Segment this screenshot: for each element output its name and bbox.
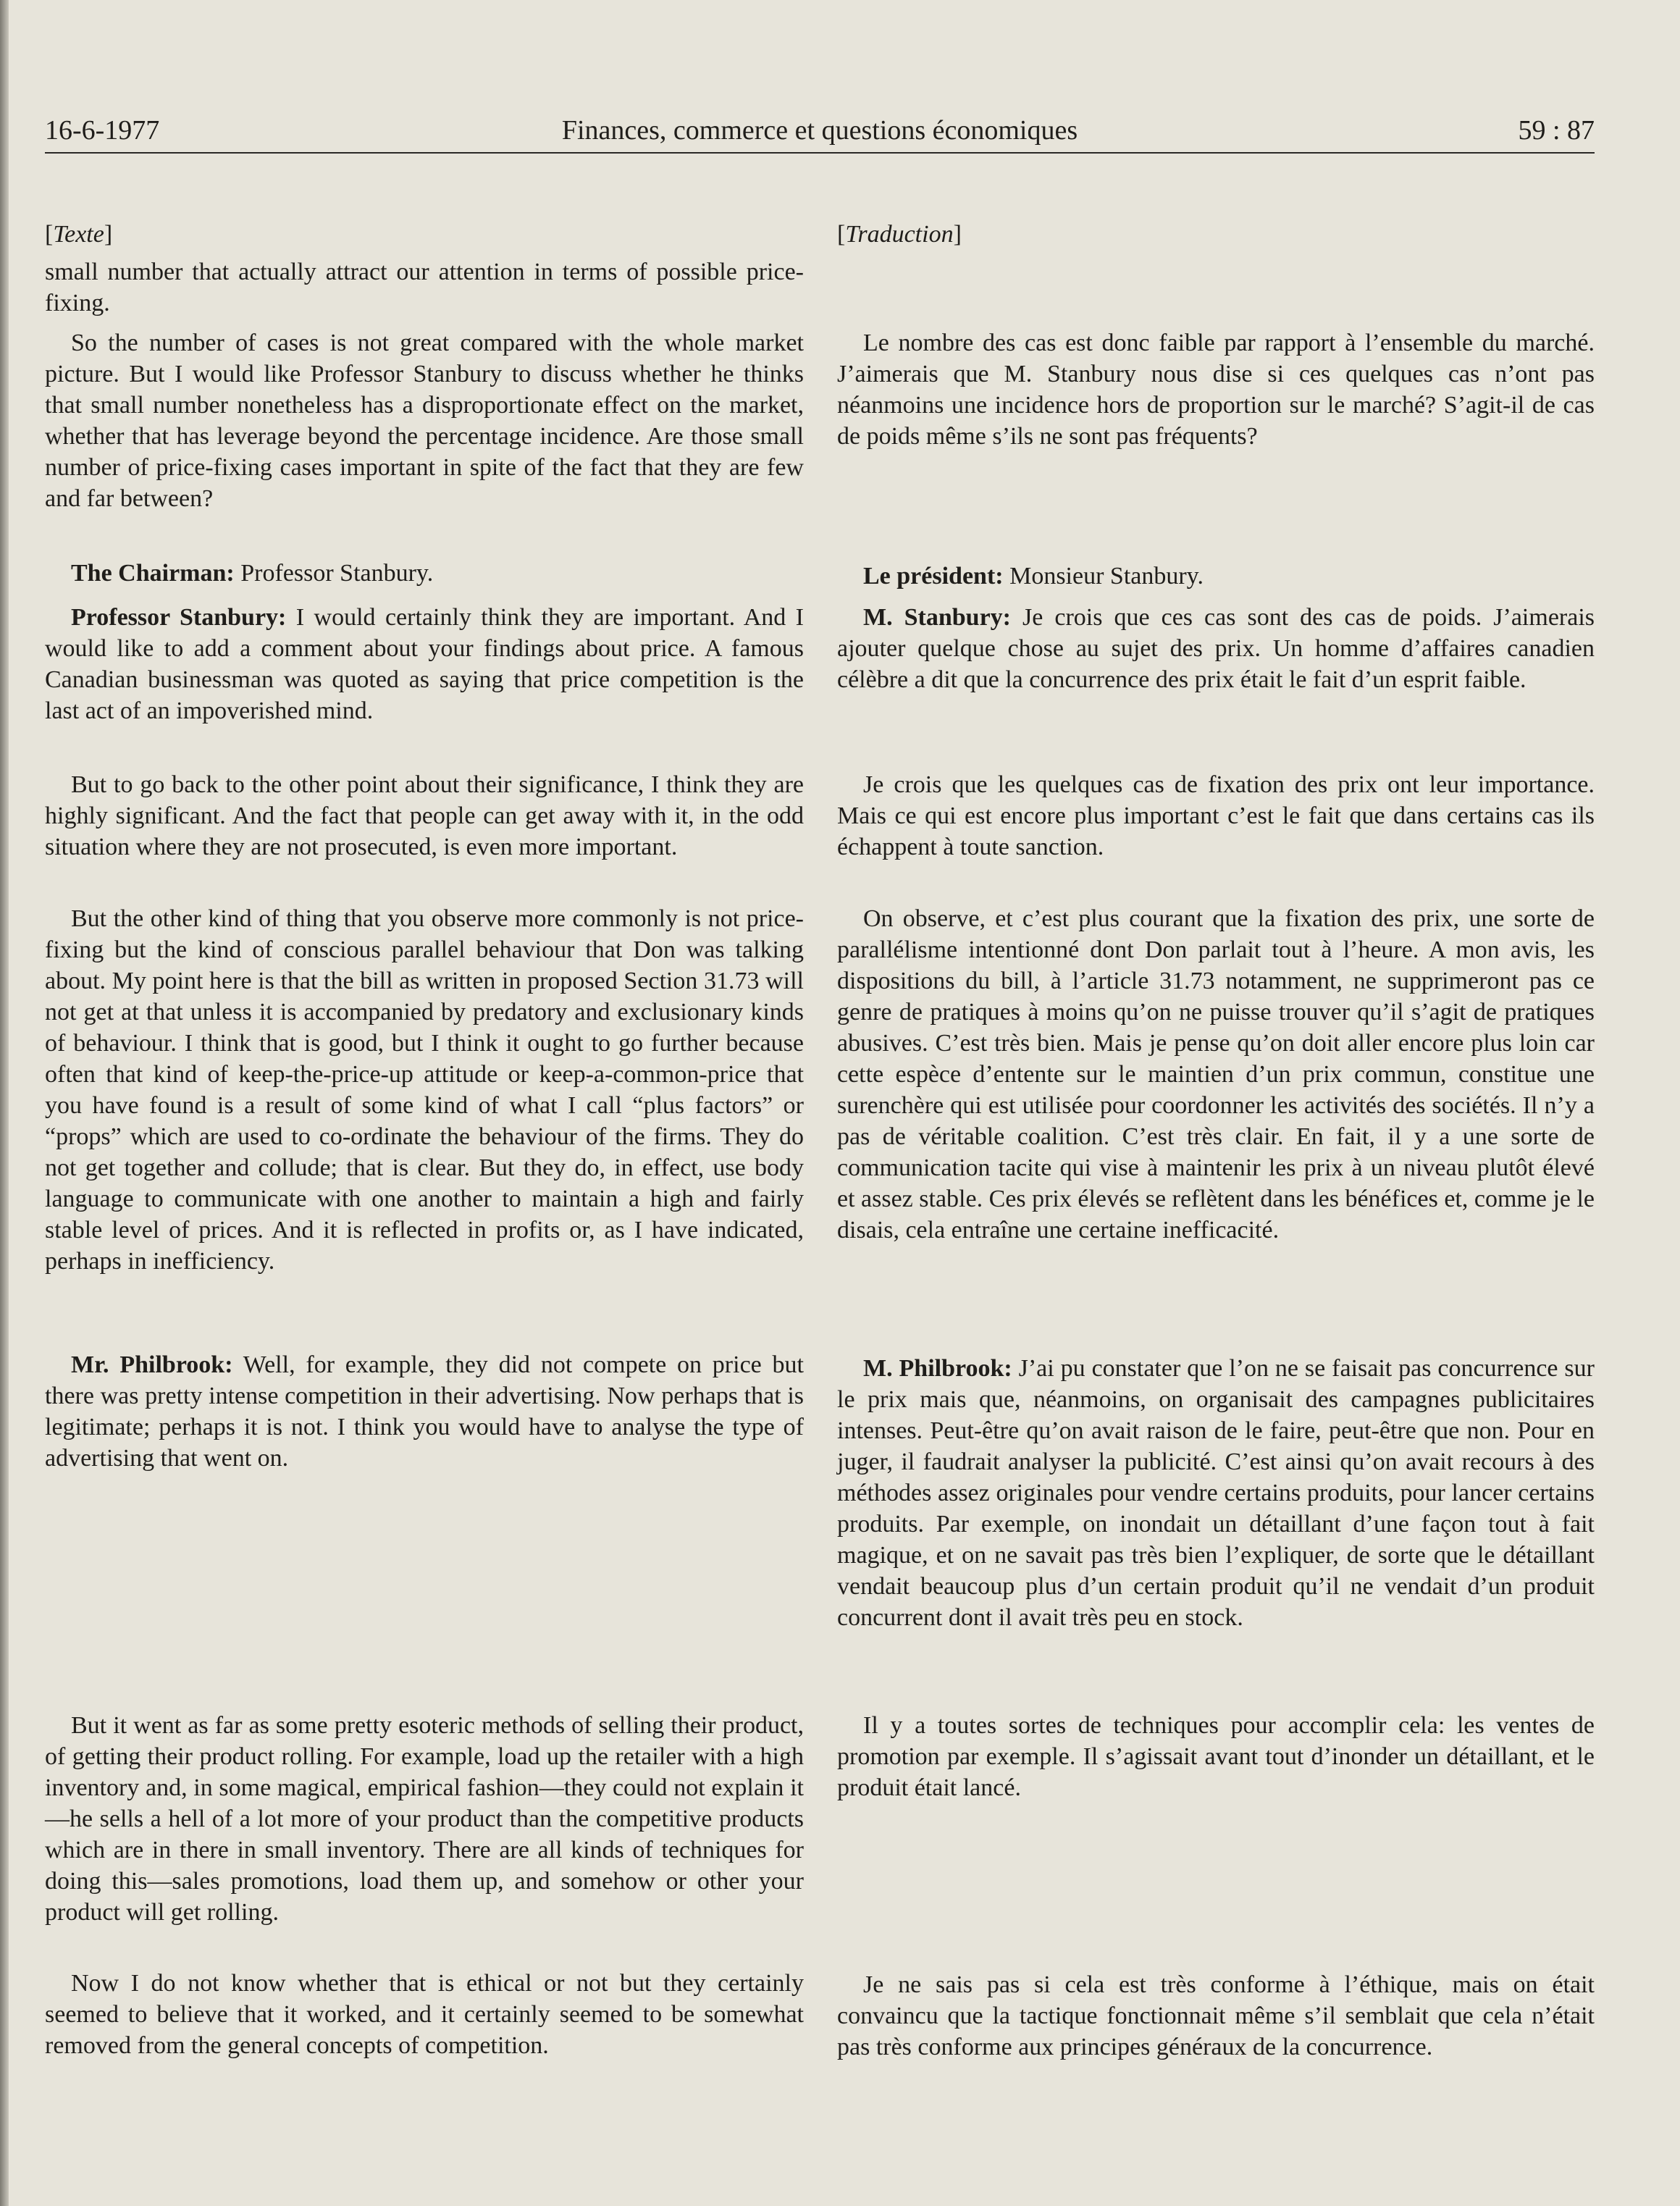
speaker-name: The Chairman: xyxy=(71,560,235,587)
header-title: Finances, commerce et questions économiques xyxy=(561,115,1078,146)
english-paragraph-1: small number that actually attract our attention in terms of possible price-fixing. xyxy=(45,259,804,316)
page-binding-edge xyxy=(0,0,9,2206)
speaker-name: Professor Stanbury: xyxy=(71,604,287,631)
english-paragraph-3: The Chairman: Professor Stanbury. xyxy=(71,560,434,587)
french-paragraph-8: Je ne sais pas si cela est très conforme à l’éthique, mais on était convaincu que la tactique fonctionnait même s’il semblait que cela n’était pas très conforme aux principes généraux de la concurrence. xyxy=(837,1971,1595,2060)
french-paragraph-6: M. Philbrook: J’ai pu constater que l’on ne se faisait pas concurrence sur le prix mais que, néanmoins, on organisait des campagnes publicitaires intenses. Peut-être qu’on avait raison de le faire, peut-être que non. Pour en juger, il faudrait analyser la publicité. C’est ainsi qu’on avait recours à des méthodes assez originales pour vendre certains produits, pour lancer certains produits. Par exemple, on inondait un détaillant d’une façon tout à fait magique, et on ne savait pas très bien l’expliquer, de sorte que le détaillant vendait beaucoup plus d’un certain produit qu’il ne vendait d’un produit concurrent dont il avait très peu en stock. xyxy=(837,1355,1595,1631)
header-date: 16-6-1977 xyxy=(45,115,160,146)
english-paragraph-6: But the other kind of thing that you observe more commonly is not price-fixing but the kind of conscious parallel behaviour that Don was talking about. My point here is that the bill as written in proposed Section 31.73 will not get at that unless it is accompanied by predatory and exclusionary kinds of behaviour. I think that is good, but I think it ought to go further because often that kind of keep-the-price-up attitude or keep-a-common-price that you have found is a result of some kind of what I call “plus factors” or “props” which are used to co-ordinate the behaviour of the firms. They do not get together and collude; that is clear. But they do, in effect, use body language to communicate with one another to maintain a high and fairly stable level of prices. And it is reflected in profits or, as I have indicated, perhaps in inefficiency. xyxy=(45,905,804,1275)
french-paragraph-2: Le président: Monsieur Stanbury. xyxy=(863,563,1204,590)
english-paragraph-7: Mr. Philbrook: Well, for example, they did not compete on price but there was pretty intense competition in their advertising. Now perhaps that is legitimate; perhaps it is not. I think you would have to analyse the type of advertising that went on. xyxy=(45,1351,804,1472)
english-paragraph-4: Professor Stanbury: I would certainly think they are important. And I would like to add a comment about your findings about price. A famous Canadian businessman was quoted as saying that price competition is the last act of an impoverished mind. xyxy=(45,604,804,724)
header-rule xyxy=(45,152,1595,154)
header-page-number: 59 : 87 xyxy=(1518,115,1595,146)
english-paragraph-5: But to go back to the other point about their significance, I think they are highly significant. And the fact that people can get away with it, in the odd situation where they are not prosecuted, is even more important. xyxy=(45,771,804,860)
english-column-label: [Texte] xyxy=(45,221,113,248)
running-header xyxy=(45,114,1595,154)
speaker-name: M. Stanbury: xyxy=(863,604,1011,631)
french-paragraph-5: On observe, et c’est plus courant que la fixation des prix, une sorte de parallélisme intentionné dont Don parlait tout à l’heure. A mon avis, les dispositions du bill, à l’article 31.73 notamment, ne supprimeront pas ce genre de pratiques à moins qu’on ne puisse trouver qu’il s’agit de pratiques abusives. C’est très bien. Mais je pense qu’on doit aller encore plus loin car cette espèce d’entente sur le maintien d’un prix commun, constitue une surenchère qui est utilisée pour coordonner les activités des sociétés. Il n’y a pas de véritable coalition. C’est très clair. En fait, il y a une sorte de communication tacite qui vise à maintenir les prix à un niveau plutôt élevé et assez stable. Ces prix élevés se reflètent dans les bénéfices et, comme je le disais, cela entraîne une certaine inefficacité. xyxy=(837,905,1595,1244)
english-paragraph-2: So the number of cases is not great compared with the whole market picture. But I would like Professor Stanbury to discuss whether he thinks that small number nonetheless has a disproportionate effect on the market, whether that has leverage beyond the percentage incidence. Are those small number of price-fixing cases important in spite of the fact that they are few and far between? xyxy=(45,330,804,512)
english-paragraph-8: But it went as far as some pretty esoteric methods of selling their product, of getting their product rolling. For example, load up the retailer with a high inventory and, in some magical, empirical fashion—they could not explain it—he sells a hell of a lot more of your product than the competitive products which are in there in small inventory. There are all kinds of techniques for doing this—sales promotions, load them up, and somehow or other your product will get rolling. xyxy=(45,1712,804,1926)
french-paragraph-4: Je crois que les quelques cas de fixation des prix ont leur importance. Mais ce qui est encore plus important c’est le fait que dans certains cas ils échappent à toute sanction. xyxy=(837,771,1595,860)
french-paragraph-7: Il y a toutes sortes de techniques pour accomplir cela: les ventes de promotion par exemple. Il s’agissait avant tout d’inonder un détaillant, et le produit était lancé. xyxy=(837,1712,1595,1801)
speaker-name: Mr. Philbrook: xyxy=(71,1351,233,1378)
speaker-name: Le président: xyxy=(863,563,1004,590)
french-paragraph-3: M. Stanbury: Je crois que ces cas sont des cas de poids. J’aimerais ajouter quelque chose au sujet des prix. Un homme d’affaires canadien célèbre a dit que la concurrence des prix était le fait d’un esprit faible. xyxy=(837,604,1595,693)
english-paragraph-9: Now I do not know whether that is ethical or not but they certainly seemed to believe that it worked, and it certainly seemed to be somewhat removed from the general concepts of competition. xyxy=(45,1970,804,2059)
french-column-label: [Traduction] xyxy=(837,221,962,248)
speaker-name: M. Philbrook: xyxy=(863,1355,1012,1382)
french-paragraph-1: Le nombre des cas est donc faible par rapport à l’ensemble du marché. J’aimerais que M. Stanbury nous dise si ces quelques cas n’ont pas néanmoins une incidence hors de proportion sur le marché? S’agit-il de cas de poids même s’ils ne sont pas fréquents? xyxy=(837,330,1595,450)
